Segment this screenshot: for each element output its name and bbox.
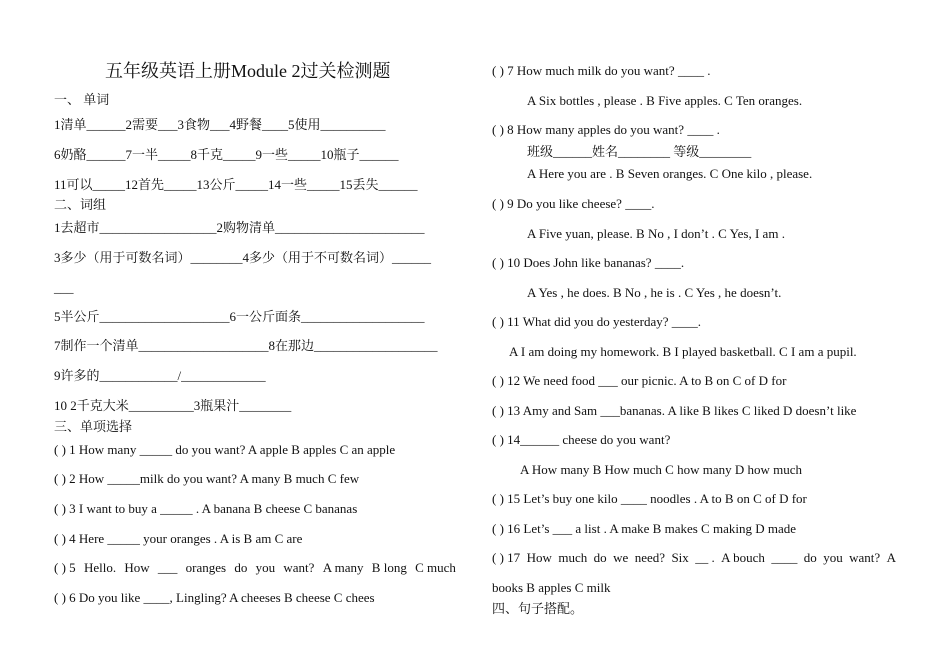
question-13: ( ) 13 Amy and Sam ___bananas. A like B likes C liked D doesn’t like	[492, 403, 857, 418]
question-14-options: A How many B How much C how many D how much	[520, 462, 803, 477]
page-title: 五年级英语上册Module 2过关检测题	[105, 61, 391, 81]
phrase-line-4: 7制作一个清单____________________8在那边___________________	[54, 338, 438, 353]
section-matching-heading: 四、句子搭配。	[492, 601, 584, 616]
vocab-line-2: 6奶酪______7一半_____8千克_____9一些_____10瓶子______	[54, 147, 399, 162]
question-9-options: A Five yuan, please. B No , I don’t . C Yes, I am .	[527, 226, 785, 241]
question-9: ( ) 9 Do you like cheese? ____.	[492, 196, 655, 211]
question-5: ( ) 5 Hello. How ___ oranges do you want? A many B long C much	[54, 560, 456, 575]
question-8: ( ) 8 How many apples do you want? ____ .	[492, 122, 720, 137]
question-8-options: A Here you are . B Seven oranges. C One kilo , please.	[527, 166, 813, 181]
student-info-line: 班级______姓名________ 等级________	[527, 144, 752, 159]
question-7: ( ) 7 How much milk do you want? ____ .	[492, 63, 711, 78]
vocab-line-3: 11可以_____12首先_____13公斤_____14一些_____15丢失______	[54, 177, 418, 192]
question-14: ( ) 14______ cheese do you want?	[492, 432, 671, 447]
question-17: ( ) 17 How much do we need? Six __ . A bouch ____ do you want? A	[492, 550, 896, 565]
question-11-options: A I am doing my homework. B I played basketball. C I am a pupil.	[509, 344, 857, 359]
question-6: ( ) 6 Do you like ____, Lingling? A cheeses B cheese C chees	[54, 590, 375, 605]
phrase-line-1: 1去超市__________________2购物清单_______________________	[54, 220, 425, 235]
question-2: ( ) 2 How _____milk do you want? A many B much C few	[54, 471, 360, 486]
question-7-options: A Six bottles , please . B Five apples. C Ten oranges.	[527, 93, 803, 108]
question-4: ( ) 4 Here _____ your oranges . A is B am C are	[54, 531, 303, 546]
phrase-line-2-cont: ___	[54, 280, 74, 295]
question-17-cont: books B apples C milk	[492, 580, 611, 595]
question-16: ( ) 16 Let’s ___ a list . A make B makes C making D made	[492, 521, 797, 536]
question-11: ( ) 11 What did you do yesterday? ____.	[492, 314, 702, 329]
phrase-line-3: 5半公斤____________________6一公斤面条___________________	[54, 309, 425, 324]
question-12: ( ) 12 We need food ___ our picnic. A to B on C of D for	[492, 373, 787, 388]
phrase-line-6: 10 2千克大米__________3瓶果汁________	[54, 398, 292, 413]
question-10: ( ) 10 Does John like bananas? ____.	[492, 255, 685, 270]
question-10-options: A Yes , he does. B No , he is . C Yes , he doesn’t.	[527, 285, 782, 300]
vocab-line-1: 1清单______2需要___3食物___4野餐____5使用__________	[54, 117, 386, 132]
section-phrases-heading: 二、词组	[54, 197, 107, 212]
question-15: ( ) 15 Let’s buy one kilo ____ noodles . A to B on C of D for	[492, 491, 807, 506]
question-1: ( ) 1 How many _____ do you want? A apple B apples C an apple	[54, 442, 396, 457]
section-vocabulary-heading: 一、 单词	[54, 92, 110, 107]
phrase-line-5: 9许多的____________/_____________	[54, 368, 266, 383]
phrase-line-2: 3多少（用于可数名词）________4多少（用于不可数名词）______	[54, 250, 432, 265]
section-choice-heading: 三、单项选择	[54, 419, 133, 434]
question-3: ( ) 3 I want to buy a _____ . A banana B cheese C bananas	[54, 501, 358, 516]
